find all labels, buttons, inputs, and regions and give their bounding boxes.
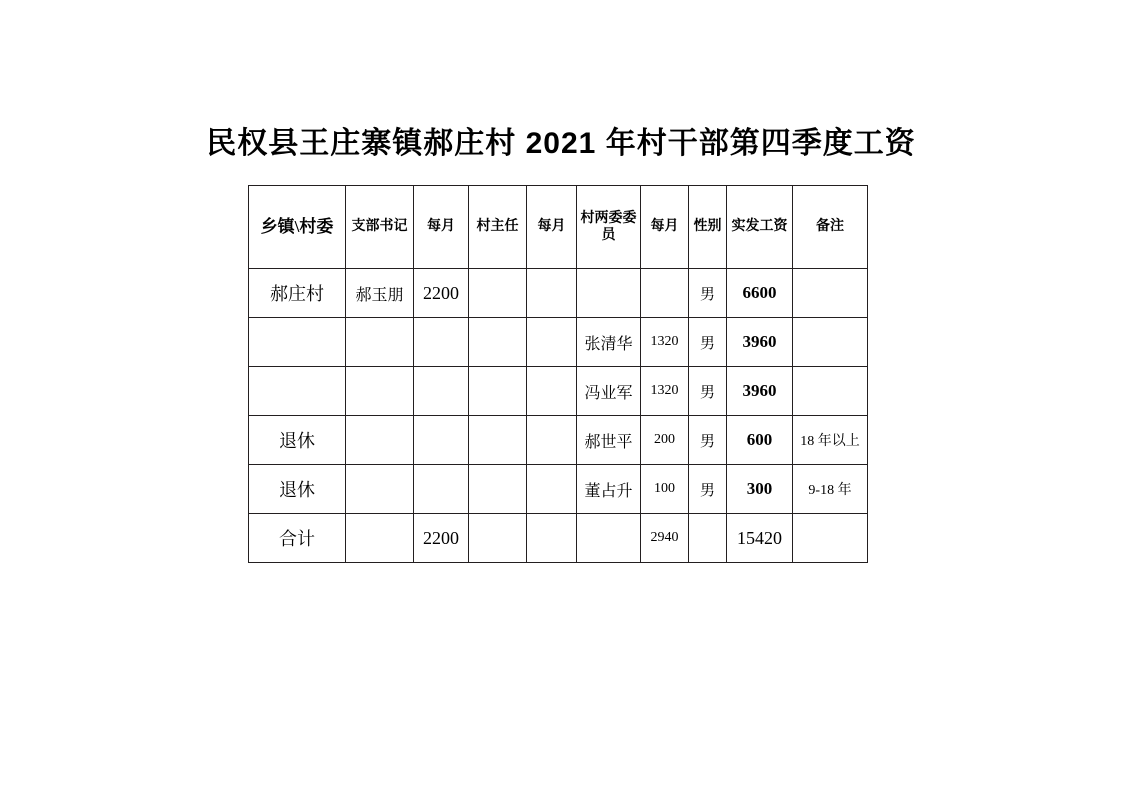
table-row <box>249 269 868 318</box>
cell-remark <box>793 318 868 367</box>
cell-monthly-2 <box>527 318 577 367</box>
table-row <box>249 318 868 367</box>
cell-remark <box>793 367 868 416</box>
cell-gender: 男 <box>689 416 727 465</box>
cell-monthly-2 <box>527 465 577 514</box>
cell-committee-member <box>577 269 641 318</box>
cell-monthly-1 <box>414 318 469 367</box>
page-title: 民权县王庄寨镇郝庄村 2021 年村干部第四季度工资 <box>206 127 916 160</box>
cell-committee-member <box>577 514 641 563</box>
cell-village <box>249 367 346 416</box>
column-header-party-secretary: 支部书记 <box>346 186 414 269</box>
cell-village-head <box>469 318 527 367</box>
cell-party-secretary: 郝玉朋 <box>346 269 414 318</box>
cell-monthly-2 <box>527 416 577 465</box>
village-cadre-salary-table <box>248 185 868 563</box>
cell-total-label: 合计 <box>249 514 346 563</box>
cell-village <box>249 318 346 367</box>
cell-village: 郝庄村 <box>249 269 346 318</box>
cell-remark: 9-18 年 <box>793 465 868 514</box>
column-header-gender: 性别 <box>689 186 727 269</box>
column-header-monthly-1: 每月 <box>414 186 469 269</box>
cell-committee-member: 张清华 <box>577 318 641 367</box>
cell-village-head <box>469 367 527 416</box>
cell-monthly-1: 2200 <box>414 269 469 318</box>
cell-total-actual-salary: 15420 <box>727 514 793 563</box>
column-header-monthly-3: 每月 <box>641 186 689 269</box>
column-header-village-head: 村主任 <box>469 186 527 269</box>
cell-remark: 18 年以上 <box>793 416 868 465</box>
cell-party-secretary <box>346 416 414 465</box>
cell-actual-salary: 600 <box>727 416 793 465</box>
table-row <box>249 367 868 416</box>
column-header-remark: 备注 <box>793 186 868 269</box>
cell-village: 退休 <box>249 465 346 514</box>
cell-village-head <box>469 269 527 318</box>
cell-monthly-2 <box>527 269 577 318</box>
cell-gender: 男 <box>689 318 727 367</box>
cell-monthly-1 <box>414 465 469 514</box>
cell-gender <box>689 514 727 563</box>
table-row <box>249 465 868 514</box>
cell-village-head <box>469 416 527 465</box>
cell-village-head <box>469 465 527 514</box>
table-row <box>249 416 868 465</box>
table-total-row <box>249 514 868 563</box>
cell-monthly-3: 100 <box>641 465 689 514</box>
cell-gender: 男 <box>689 269 727 318</box>
cell-party-secretary <box>346 367 414 416</box>
cell-remark <box>793 514 868 563</box>
cell-party-secretary <box>346 514 414 563</box>
cell-monthly-2 <box>527 514 577 563</box>
cell-committee-member: 冯业军 <box>577 367 641 416</box>
cell-gender: 男 <box>689 367 727 416</box>
cell-actual-salary: 3960 <box>727 318 793 367</box>
cell-party-secretary <box>346 318 414 367</box>
cell-total-monthly-1: 2200 <box>414 514 469 563</box>
table-header-row <box>249 186 868 269</box>
cell-gender: 男 <box>689 465 727 514</box>
cell-monthly-2 <box>527 367 577 416</box>
cell-monthly-1 <box>414 416 469 465</box>
cell-monthly-3 <box>641 269 689 318</box>
cell-monthly-1 <box>414 367 469 416</box>
cell-committee-member: 董占升 <box>577 465 641 514</box>
cell-remark <box>793 269 868 318</box>
cell-party-secretary <box>346 465 414 514</box>
cell-monthly-3: 1320 <box>641 367 689 416</box>
cell-monthly-3: 1320 <box>641 318 689 367</box>
cell-actual-salary: 3960 <box>727 367 793 416</box>
column-header-monthly-2: 每月 <box>527 186 577 269</box>
cell-total-monthly-3: 2940 <box>641 514 689 563</box>
column-header-actual-salary: 实发工资 <box>727 186 793 269</box>
cell-actual-salary: 300 <box>727 465 793 514</box>
column-header-committee-member: 村两委委员 <box>577 186 641 269</box>
column-header-village: 乡镇\村委 <box>249 186 346 269</box>
cell-monthly-3: 200 <box>641 416 689 465</box>
cell-committee-member: 郝世平 <box>577 416 641 465</box>
cell-actual-salary: 6600 <box>727 269 793 318</box>
cell-village-head <box>469 514 527 563</box>
cell-village: 退休 <box>249 416 346 465</box>
